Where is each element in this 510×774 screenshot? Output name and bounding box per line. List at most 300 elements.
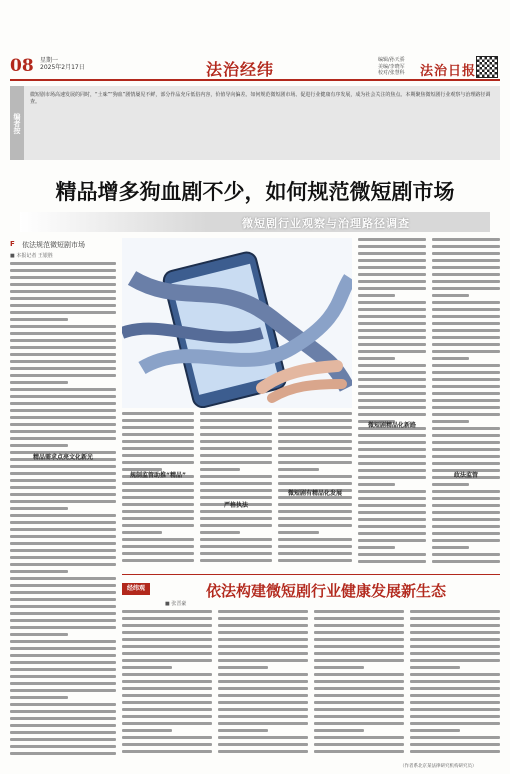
text-line (10, 276, 116, 279)
text-line (314, 617, 404, 620)
weekday: 星期一 (40, 57, 59, 64)
date: 2025年2月17日 (40, 64, 85, 71)
text-line (432, 364, 500, 367)
text-line (358, 469, 426, 472)
text-line (200, 517, 272, 520)
text-line (410, 680, 500, 683)
text-line (10, 563, 116, 566)
text-line (10, 444, 68, 447)
text-line (358, 399, 426, 402)
text-line (200, 419, 272, 422)
text-line (358, 497, 426, 500)
text-line (122, 750, 212, 753)
text-line (122, 680, 212, 683)
text-line (432, 329, 500, 332)
text-line (410, 694, 500, 697)
text-line (358, 546, 395, 549)
text-line (358, 336, 426, 339)
text-line (432, 280, 500, 283)
subhead-5: 政法监管 (453, 472, 478, 479)
text-line (122, 638, 212, 641)
text-line (218, 715, 308, 718)
text-line (410, 638, 500, 641)
text-line (358, 343, 426, 346)
text-line (10, 437, 116, 440)
text-line (122, 482, 194, 485)
text-line (314, 652, 404, 655)
text-line (122, 645, 212, 648)
text-line (358, 245, 426, 248)
text-line (358, 448, 426, 451)
text-line (432, 490, 500, 493)
text-line (278, 419, 352, 422)
text-line (10, 577, 116, 580)
editor-note-tag: 编者按 (10, 86, 24, 160)
text-line (314, 694, 404, 697)
text-line (278, 454, 352, 457)
text-line (432, 378, 500, 381)
text-line (410, 652, 500, 655)
text-line (10, 556, 116, 559)
text-line (410, 736, 500, 739)
text-line (10, 619, 116, 622)
text-line (432, 511, 500, 514)
text-line (122, 489, 194, 492)
text-line (432, 413, 500, 416)
text-line (218, 729, 268, 732)
text-column-2 (122, 412, 194, 570)
text-line (122, 736, 212, 739)
text-line (432, 455, 500, 458)
text-line (122, 517, 194, 520)
text-line (10, 668, 116, 671)
text-line (358, 392, 426, 395)
text-line (200, 559, 272, 562)
text-line (278, 426, 352, 429)
text-line (200, 510, 272, 513)
text-line (358, 413, 426, 416)
text-column-1 (10, 262, 116, 762)
text-line (410, 687, 500, 690)
text-line (358, 441, 426, 444)
subhead-1: 精品需求点亮文化新光 (32, 454, 93, 461)
text-line (278, 559, 352, 562)
text-line (122, 447, 194, 450)
text-line (410, 722, 500, 725)
text-line (122, 666, 172, 669)
text-line (432, 462, 500, 465)
text-line (10, 297, 116, 300)
article-subtitle: 微短剧行业观察与治理路径调查 (242, 217, 410, 230)
text-line (314, 631, 404, 634)
text-line (432, 448, 500, 451)
text-line (10, 612, 116, 615)
text-line (218, 610, 308, 613)
text-line (10, 318, 68, 321)
text-line (10, 402, 116, 405)
text-line (314, 708, 404, 711)
text-line (410, 617, 500, 620)
text-line (218, 624, 308, 627)
text-line (432, 287, 500, 290)
text-line (122, 694, 212, 697)
text-line (122, 531, 162, 534)
text-line (358, 329, 426, 332)
text-line (432, 336, 500, 339)
text-line (358, 364, 426, 367)
text-line (10, 710, 116, 713)
commentary-column-4 (410, 610, 500, 760)
text-line (10, 514, 116, 517)
qr-code-icon (476, 56, 498, 78)
text-line (218, 722, 308, 725)
text-line (410, 659, 500, 662)
text-line (122, 729, 172, 732)
text-line (200, 412, 272, 415)
text-line (278, 468, 319, 471)
text-line (278, 538, 352, 541)
commentary-column-2 (218, 610, 308, 760)
text-line (10, 493, 116, 496)
text-line (10, 353, 116, 356)
text-line (122, 722, 212, 725)
text-line (10, 654, 116, 657)
text-line (10, 311, 116, 314)
text-line (358, 406, 426, 409)
text-line (218, 750, 308, 753)
text-line (218, 680, 308, 683)
text-line (358, 378, 426, 381)
text-line (10, 745, 116, 748)
text-line (358, 455, 426, 458)
text-line (358, 434, 426, 437)
text-line (122, 426, 194, 429)
text-line (314, 701, 404, 704)
text-line (358, 294, 395, 297)
text-line (10, 647, 116, 650)
text-line (10, 423, 116, 426)
text-line (278, 510, 352, 513)
text-line (278, 447, 352, 450)
text-line (358, 504, 426, 507)
text-line (432, 441, 500, 444)
text-line (358, 322, 426, 325)
text-line (10, 605, 116, 608)
text-line (314, 638, 404, 641)
text-line (10, 290, 116, 293)
text-line (200, 552, 272, 555)
text-line (358, 315, 426, 318)
text-line (200, 426, 272, 429)
text-line (10, 689, 116, 692)
text-line (122, 708, 212, 711)
text-line (122, 510, 194, 513)
page-header (0, 0, 510, 80)
text-line (10, 479, 116, 482)
text-line (278, 552, 352, 555)
text-line (10, 675, 116, 678)
text-line (358, 490, 426, 493)
text-line (218, 631, 308, 634)
text-line (432, 266, 500, 269)
text-line (278, 524, 352, 527)
text-line (200, 489, 272, 492)
text-line (410, 729, 460, 732)
text-line (10, 661, 116, 664)
text-line (432, 539, 500, 542)
text-line (10, 738, 116, 741)
text-line (10, 339, 116, 342)
text-line (200, 524, 272, 527)
text-line (10, 717, 116, 720)
text-line (432, 371, 500, 374)
text-line (10, 269, 116, 272)
text-line (10, 549, 116, 552)
text-line (314, 645, 404, 648)
text-line (10, 388, 116, 391)
text-line (278, 545, 352, 548)
header-divider (10, 79, 500, 81)
text-line (218, 666, 268, 669)
text-line (218, 694, 308, 697)
text-line (410, 750, 500, 753)
text-line (432, 518, 500, 521)
text-line (122, 673, 212, 676)
text-line (10, 395, 116, 398)
text-line (358, 238, 426, 241)
text-line (122, 440, 194, 443)
text-line (200, 531, 240, 534)
text-line (10, 584, 116, 587)
editors-credit (378, 57, 405, 77)
text-line (122, 743, 212, 746)
text-line (200, 545, 272, 548)
text-line (10, 262, 116, 265)
text-line (358, 385, 426, 388)
text-line (432, 385, 500, 388)
text-line (10, 633, 68, 636)
section-title: 法治经纬 (206, 60, 275, 79)
text-line (314, 680, 404, 683)
commentary-tag: 经纬观 (122, 583, 150, 595)
text-line (314, 722, 404, 725)
text-line (278, 461, 352, 464)
text-line (10, 500, 116, 503)
text-line (200, 468, 240, 471)
text-line (358, 266, 426, 269)
text-line (10, 360, 116, 363)
subhead-4: 微短剧精品化新路 (367, 422, 416, 429)
text-line (432, 322, 500, 325)
text-line (432, 343, 500, 346)
text-line (218, 701, 308, 704)
designer: 美编/李晓军 (378, 63, 405, 70)
text-line (410, 715, 500, 718)
text-line (278, 531, 319, 534)
text-line (432, 532, 500, 535)
page-number: 08 (10, 56, 34, 76)
issue-date (40, 57, 85, 71)
text-line (10, 430, 116, 433)
text-line (432, 273, 500, 276)
text-line (432, 483, 469, 486)
text-column-3 (200, 412, 272, 570)
text-line (358, 280, 426, 283)
text-line (122, 503, 194, 506)
text-line (432, 357, 469, 360)
text-line (358, 553, 426, 556)
text-line (314, 729, 364, 732)
subtitle-bar (20, 212, 490, 232)
editor: 编辑/孙天骄 (378, 57, 405, 63)
text-line (10, 682, 116, 685)
text-line (358, 371, 426, 374)
author-note: （作者系北京某法律研究机构研究员） (400, 764, 477, 769)
text-line (200, 496, 272, 499)
text-line (358, 308, 426, 311)
text-column-5 (432, 238, 500, 570)
text-line (10, 416, 116, 419)
text-line (432, 497, 500, 500)
text-line (122, 454, 194, 457)
text-line (122, 496, 194, 499)
text-line (200, 538, 272, 541)
text-line (200, 433, 272, 436)
text-line (10, 542, 116, 545)
text-line (432, 427, 500, 430)
article-byline: ■ 本报记者 王银胜 (10, 253, 53, 259)
editor-note-box (10, 86, 500, 160)
text-line (278, 517, 352, 520)
text-line (314, 715, 404, 718)
text-line (10, 304, 116, 307)
text-line (218, 652, 308, 655)
text-line (218, 708, 308, 711)
text-line (122, 524, 194, 527)
proofreader: 校对/张慧科 (378, 70, 405, 76)
text-line (122, 545, 194, 548)
text-line (432, 406, 500, 409)
text-line (410, 624, 500, 627)
text-line (10, 465, 116, 468)
text-line (278, 482, 352, 485)
text-line (218, 659, 308, 662)
text-line (10, 381, 68, 384)
text-line (10, 731, 116, 734)
text-line (122, 659, 212, 662)
text-line (122, 715, 212, 718)
commentary-byline: ■ 张晋豪 (165, 601, 187, 607)
text-line (122, 461, 194, 464)
column-icon: F (10, 240, 15, 248)
smartphone-illustration (122, 238, 352, 408)
text-line (10, 346, 116, 349)
text-line (432, 350, 500, 353)
text-line (410, 743, 500, 746)
text-line (410, 610, 500, 613)
text-line (278, 412, 352, 415)
text-line (410, 673, 500, 676)
text-line (432, 245, 500, 248)
text-line (432, 399, 500, 402)
text-line (10, 598, 116, 601)
text-line (432, 560, 500, 563)
text-line (10, 703, 116, 706)
text-line (432, 252, 500, 255)
text-line (10, 472, 116, 475)
text-line (10, 696, 68, 699)
text-line (218, 687, 308, 690)
text-line (314, 750, 404, 753)
text-line (358, 350, 426, 353)
text-line (314, 666, 364, 669)
text-line (200, 482, 272, 485)
text-line (10, 332, 116, 335)
text-line (358, 273, 426, 276)
text-line (358, 525, 426, 528)
text-line (122, 617, 212, 620)
column-name: 依法规范微短剧市场 (22, 241, 85, 249)
text-line (278, 433, 352, 436)
text-line (10, 367, 116, 370)
text-line (200, 440, 272, 443)
text-line (10, 486, 116, 489)
text-column-4 (358, 238, 426, 570)
text-line (432, 308, 500, 311)
article-headline: 精品增多狗血剧不少，如何规范微短剧市场 (55, 179, 455, 204)
text-line (218, 645, 308, 648)
text-line (122, 419, 194, 422)
text-line (410, 666, 460, 669)
text-line (358, 532, 426, 535)
text-line (358, 252, 426, 255)
editor-note-text: 微短剧市场高速发展的同时，“土味”“狗血”剧情屡见不鲜，部分作品充斥低俗内容，价值导向偏差。如何规范微短剧市场、促进行业健康有序发展，成为社会关注的焦点。本期聚焦微短剧行业观察与治理路径调查。 (30, 92, 491, 105)
text-line (358, 476, 426, 479)
text-line (122, 412, 194, 415)
text-line (10, 752, 116, 755)
text-line (432, 553, 500, 556)
text-line (432, 301, 500, 304)
text-line (432, 294, 469, 297)
text-line (314, 687, 404, 690)
text-line (432, 259, 500, 262)
text-line (122, 701, 212, 704)
text-line (432, 504, 500, 507)
text-line (200, 461, 272, 464)
text-line (358, 518, 426, 521)
text-line (10, 591, 116, 594)
text-line (122, 687, 212, 690)
text-line (314, 610, 404, 613)
text-line (10, 570, 68, 573)
text-line (122, 559, 194, 562)
text-line (218, 673, 308, 676)
text-line (10, 283, 116, 286)
text-line (358, 560, 426, 563)
text-line (10, 374, 116, 377)
text-line (358, 511, 426, 514)
text-line (314, 659, 404, 662)
text-line (218, 638, 308, 641)
commentary-column-1 (122, 610, 212, 760)
text-line (122, 433, 194, 436)
text-line (314, 743, 404, 746)
text-line (410, 708, 500, 711)
text-line (432, 525, 500, 528)
subhead-6: 微短剧有精品化发展 (287, 490, 342, 497)
subhead-2: 规制监管助推“精品” (130, 472, 186, 479)
text-line (432, 315, 500, 318)
